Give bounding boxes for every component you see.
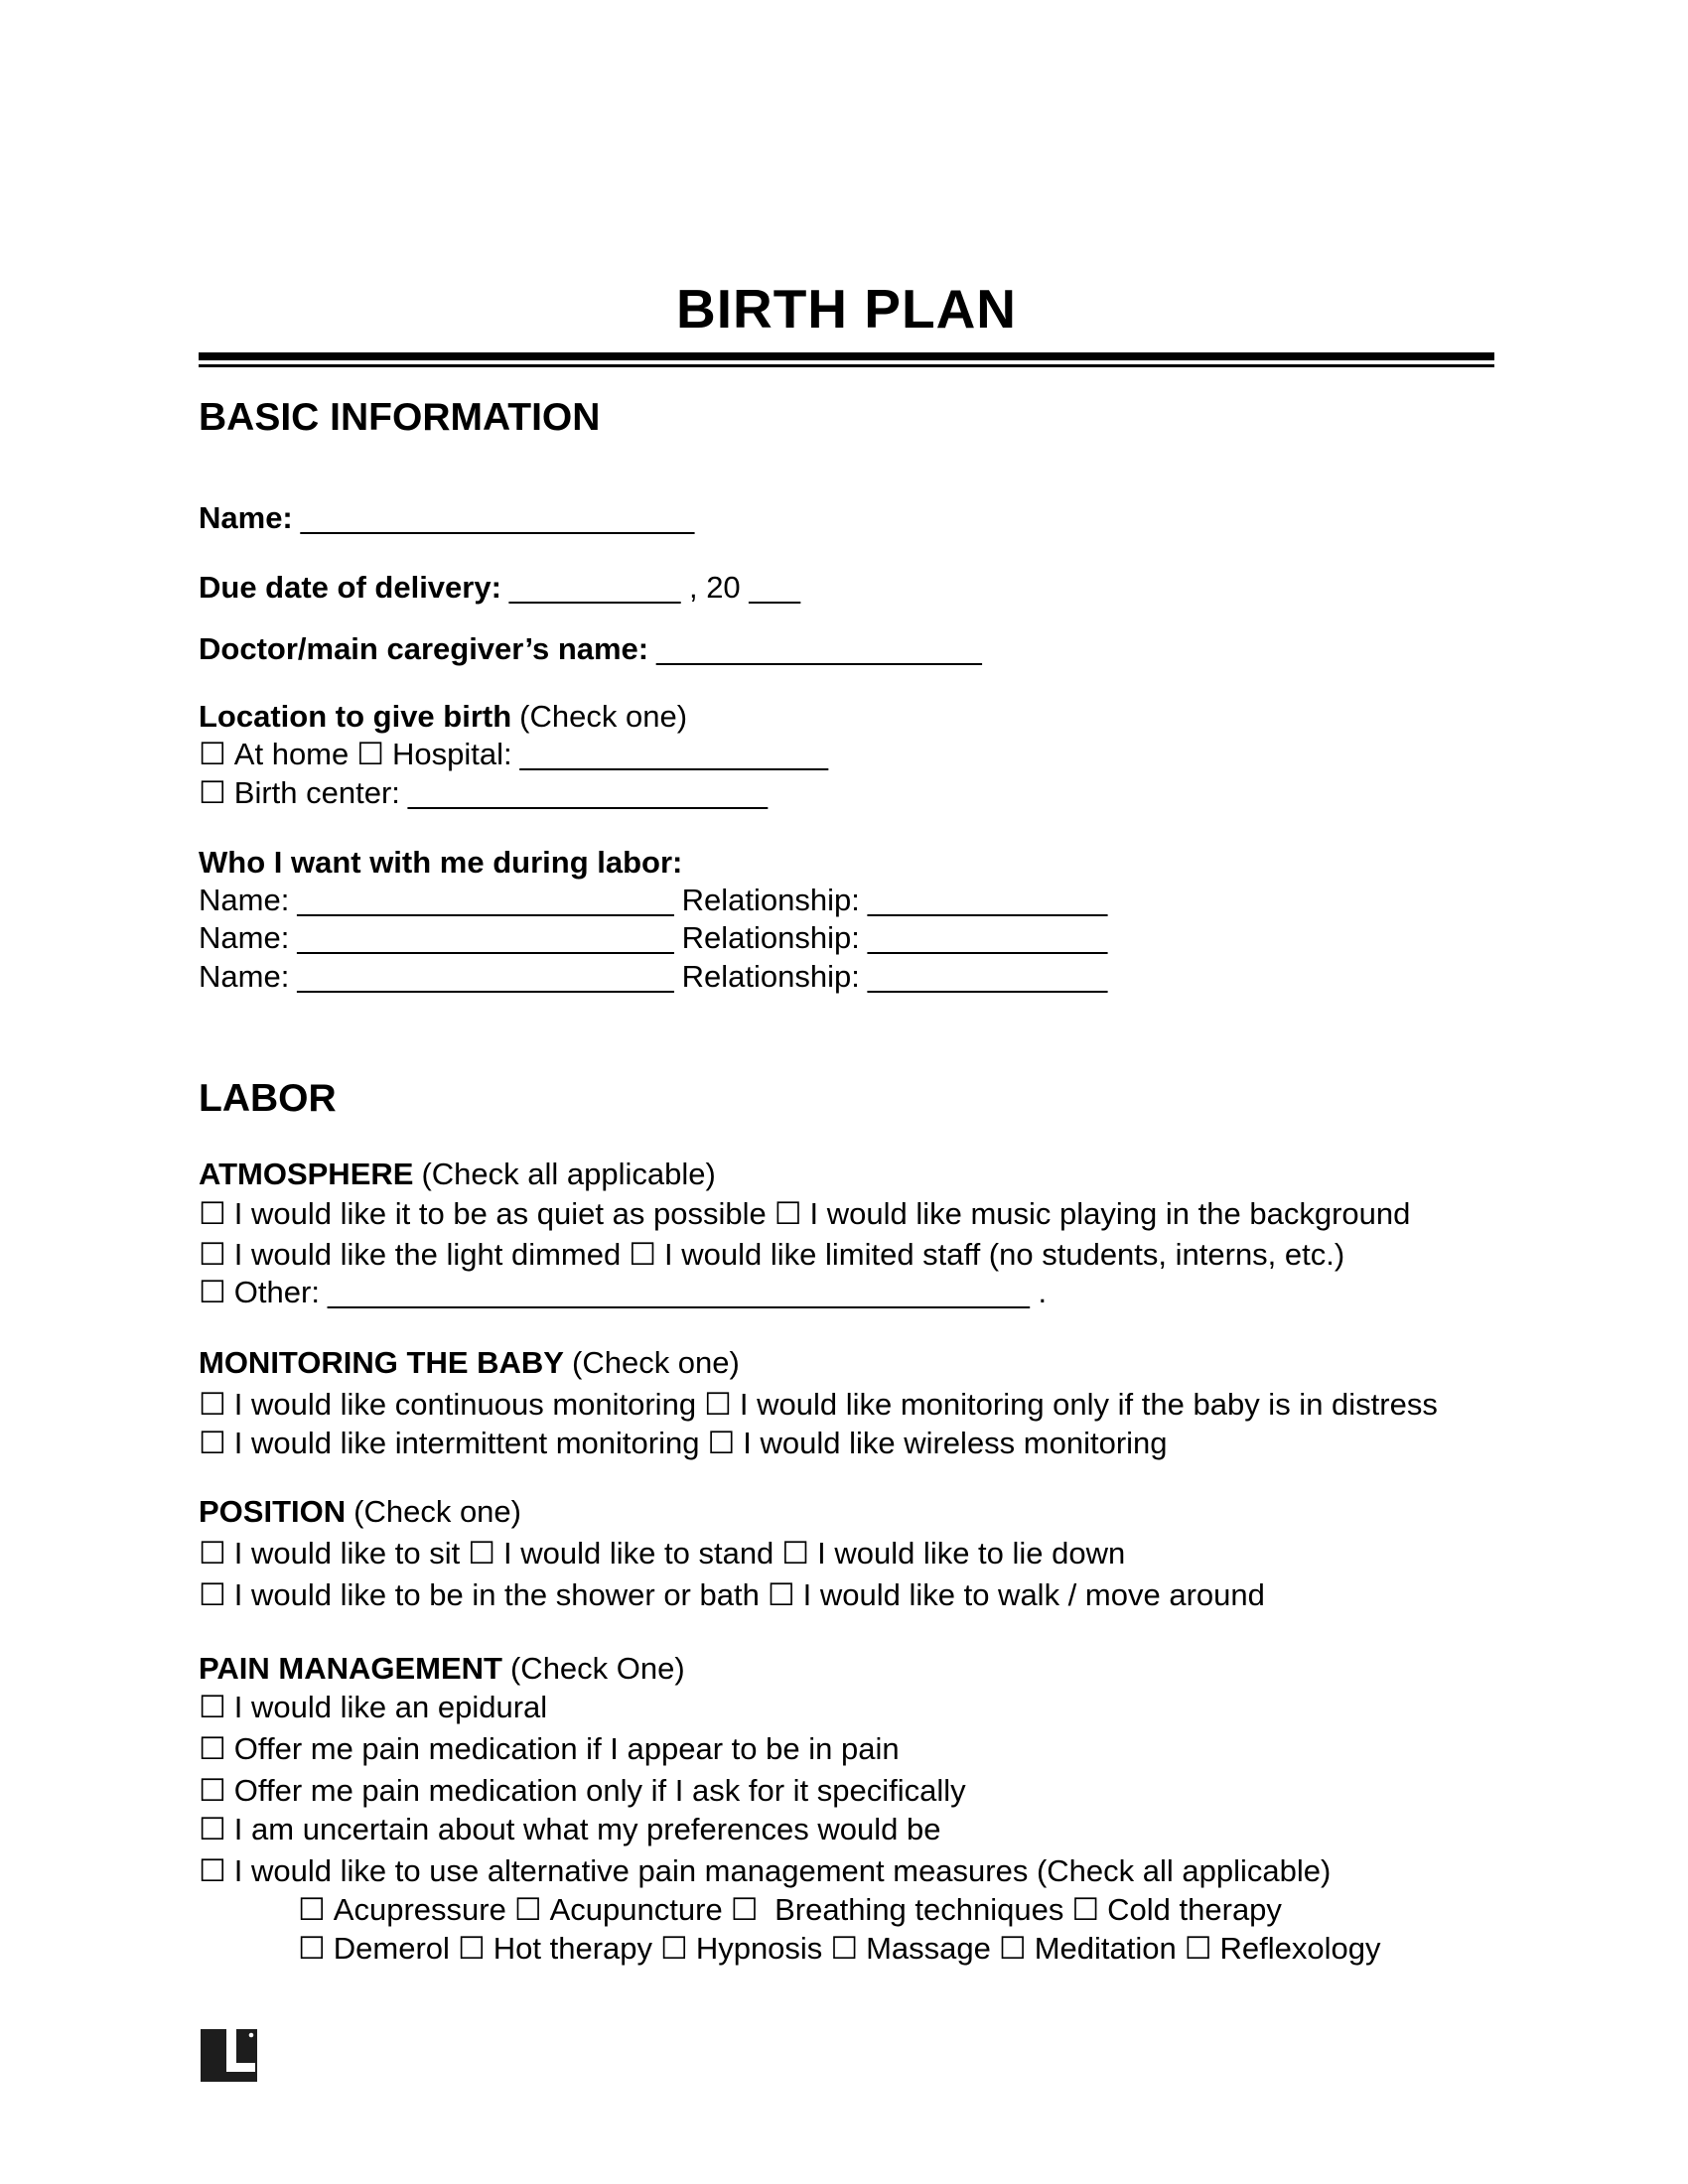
checkbox-icon[interactable]: ☐ xyxy=(830,1931,859,1967)
checkbox-icon[interactable]: ☐ xyxy=(468,1536,496,1571)
companion-relationship-label: Relationship: xyxy=(681,959,860,994)
pain-option-row xyxy=(199,1689,547,1726)
checkbox-icon[interactable]: ☐ xyxy=(199,1853,226,1889)
checkbox-icon[interactable]: ☐ xyxy=(199,1577,226,1613)
checkbox-icon[interactable]: ☐ xyxy=(660,1931,688,1967)
logo-l-icon xyxy=(201,2029,257,2082)
option-label: I am uncertain about what my preferences would be xyxy=(233,1812,941,1846)
monitoring-options-row xyxy=(199,1386,1438,1424)
option-label: I would like to lie down xyxy=(817,1536,1126,1570)
option-label: Acupuncture xyxy=(549,1892,723,1927)
option-label: I would like to use alternative pain management measures (Check all applicable) xyxy=(233,1853,1332,1888)
atmosphere-options-row xyxy=(199,1195,1410,1233)
option-label: I would like monitoring only if the baby is in distress xyxy=(739,1387,1438,1422)
option-label: I would like the light dimmed xyxy=(233,1237,622,1272)
pain-option-row xyxy=(199,1852,1331,1890)
birth-center-blank[interactable]: _____________________ xyxy=(407,775,768,810)
checkbox-icon[interactable]: ☐ xyxy=(199,1690,226,1725)
checkbox-icon[interactable]: ☐ xyxy=(199,1773,226,1809)
other-period: . xyxy=(1038,1275,1048,1309)
option-label: Hypnosis xyxy=(695,1931,823,1966)
option-label: I would like limited staff (no students, interns, etc.) xyxy=(664,1237,1345,1272)
divider-thick-line xyxy=(199,352,1494,360)
checkbox-icon[interactable]: ☐ xyxy=(1071,1892,1100,1928)
companion-relationship-blank[interactable]: ______________ xyxy=(867,883,1108,917)
checkbox-icon[interactable]: ☐ xyxy=(1184,1931,1212,1967)
monitoring-heading: MONITORING THE BABY xyxy=(199,1345,564,1380)
option-label: Meditation xyxy=(1034,1931,1177,1966)
checkbox-icon[interactable]: ☐ xyxy=(298,1931,326,1967)
location-note: (Check one) xyxy=(519,699,688,734)
atmosphere-other-row xyxy=(199,1274,1047,1311)
due-date-year-prefix: , 20 xyxy=(688,570,741,605)
name-label: Name: xyxy=(199,500,293,535)
companion-name-label: Name: xyxy=(199,920,290,955)
section-heading-labor: LABOR xyxy=(199,1077,337,1120)
pain-option-row xyxy=(199,1730,900,1768)
companion-name-label: Name: xyxy=(199,959,290,994)
checkbox-icon[interactable]: ☐ xyxy=(704,1387,732,1423)
other-label: Other: xyxy=(233,1275,320,1309)
companions-heading-row xyxy=(199,844,682,882)
option-label: Hot therapy xyxy=(492,1931,653,1966)
companions-heading: Who I want with me during labor: xyxy=(199,845,683,880)
option-label: I would like intermittent monitoring xyxy=(233,1426,700,1460)
option-label: Offer me pain medication if I appear to be in pain xyxy=(233,1731,900,1766)
option-label: I would like to walk / move around xyxy=(802,1577,1265,1612)
location-label: Location to give birth xyxy=(199,699,512,734)
atmosphere-options-row xyxy=(199,1236,1344,1274)
divider-thin-line xyxy=(199,364,1494,367)
companion-name-label: Name: xyxy=(199,883,290,917)
position-options-row xyxy=(199,1535,1125,1572)
option-label: Reflexology xyxy=(1219,1931,1381,1966)
option-label: I would like to stand xyxy=(503,1536,774,1570)
companion-name-blank[interactable]: ______________________ xyxy=(297,920,674,955)
checkbox-icon[interactable]: ☐ xyxy=(199,737,226,772)
option-label: Cold therapy xyxy=(1107,1892,1282,1927)
section-heading-basic-information: BASIC INFORMATION xyxy=(199,396,601,439)
companion-name-blank[interactable]: ______________________ xyxy=(297,883,674,917)
hospital-blank[interactable]: __________________ xyxy=(519,737,828,771)
checkbox-icon[interactable]: ☐ xyxy=(199,1196,226,1232)
pain-alternative-row xyxy=(298,1930,1381,1968)
checkbox-icon[interactable]: ☐ xyxy=(707,1426,736,1461)
monitoring-heading-row xyxy=(199,1344,740,1382)
pain-heading: PAIN MANAGEMENT xyxy=(199,1651,502,1686)
position-heading: POSITION xyxy=(199,1494,347,1529)
pain-heading-row xyxy=(199,1650,685,1688)
atmosphere-note: (Check all applicable) xyxy=(421,1157,716,1191)
birth-center-option-label: Birth center: xyxy=(233,775,400,810)
companion-row xyxy=(199,882,1107,919)
title-divider xyxy=(199,352,1494,367)
atmosphere-heading: ATMOSPHERE xyxy=(199,1157,414,1191)
legal-templates-logo xyxy=(201,2029,257,2082)
doctor-label: Doctor/main caregiver’s name: xyxy=(199,631,649,666)
checkbox-icon[interactable]: ☐ xyxy=(199,775,226,811)
due-date-year-blank[interactable]: ___ xyxy=(749,570,801,605)
position-note: (Check one) xyxy=(353,1494,521,1529)
option-label: I would like wireless monitoring xyxy=(743,1426,1168,1460)
checkbox-icon[interactable]: ☐ xyxy=(781,1536,810,1571)
pain-option-row xyxy=(199,1811,940,1848)
checkbox-icon[interactable]: ☐ xyxy=(199,1536,226,1571)
location-heading-row xyxy=(199,698,687,736)
companion-relationship-label: Relationship: xyxy=(681,920,860,955)
option-label: Demerol xyxy=(333,1931,450,1966)
option-label: I would like an epidural xyxy=(233,1690,548,1724)
companion-row xyxy=(199,919,1107,957)
option-label: Acupressure xyxy=(333,1892,506,1927)
position-heading-row xyxy=(199,1493,521,1531)
position-options-row xyxy=(199,1576,1265,1614)
location-options-row xyxy=(199,736,828,773)
due-date-blank[interactable]: __________ xyxy=(508,570,681,605)
option-label: I would like it to be as quiet as possible xyxy=(233,1196,767,1231)
option-label: Massage xyxy=(866,1931,991,1966)
checkbox-icon[interactable]: ☐ xyxy=(199,1275,226,1310)
doctor-field-row xyxy=(199,630,982,668)
checkbox-icon[interactable]: ☐ xyxy=(774,1196,802,1232)
companion-relationship-label: Relationship: xyxy=(681,883,860,917)
option-label: Breathing techniques xyxy=(766,1892,1064,1927)
pain-alternative-row xyxy=(298,1891,1282,1929)
due-date-label: Due date of delivery: xyxy=(199,570,501,605)
option-label: I would like to sit xyxy=(233,1536,461,1570)
checkbox-icon[interactable]: ☐ xyxy=(356,737,385,772)
monitoring-note: (Check one) xyxy=(572,1345,740,1380)
doctor-blank[interactable]: ___________________ xyxy=(656,631,982,666)
checkbox-icon[interactable]: ☐ xyxy=(513,1892,542,1928)
companion-name-blank[interactable]: ______________________ xyxy=(297,959,674,994)
birth-center-row xyxy=(199,774,768,812)
companion-relationship-blank[interactable]: ______________ xyxy=(867,920,1108,955)
option-label: I would like to be in the shower or bath xyxy=(233,1577,760,1612)
due-date-field-row xyxy=(199,569,800,607)
at-home-option-label: At home xyxy=(233,737,350,771)
checkbox-icon[interactable]: ☐ xyxy=(998,1931,1027,1967)
checkbox-icon[interactable]: ☐ xyxy=(199,1237,226,1273)
companion-row xyxy=(199,958,1107,996)
page-title: BIRTH PLAN xyxy=(675,278,1018,340)
option-label: I would like continuous monitoring xyxy=(233,1387,697,1422)
checkbox-icon[interactable]: ☐ xyxy=(629,1237,657,1273)
hospital-option-label: Hospital: xyxy=(392,737,512,771)
monitoring-options-row xyxy=(199,1425,1168,1462)
option-label: I would like music playing in the background xyxy=(809,1196,1411,1231)
checkbox-icon[interactable]: ☐ xyxy=(199,1812,226,1847)
checkbox-icon[interactable]: ☐ xyxy=(199,1731,226,1767)
companion-relationship-blank[interactable]: ______________ xyxy=(867,959,1108,994)
name-blank[interactable]: _______________________ xyxy=(300,500,695,535)
checkbox-icon[interactable]: ☐ xyxy=(767,1577,795,1613)
checkbox-icon[interactable]: ☐ xyxy=(199,1387,226,1423)
option-label: Offer me pain medication only if I ask for it specifically xyxy=(233,1773,966,1808)
pain-note: (Check One) xyxy=(509,1651,685,1686)
other-blank[interactable]: _________________________________________ xyxy=(327,1275,1030,1309)
checkbox-icon[interactable]: ☐ xyxy=(457,1931,486,1967)
name-field-row xyxy=(199,499,694,537)
pain-option-row xyxy=(199,1772,966,1810)
atmosphere-heading-row xyxy=(199,1156,716,1193)
checkbox-icon[interactable]: ☐ xyxy=(730,1892,759,1928)
checkbox-icon[interactable]: ☐ xyxy=(199,1426,226,1461)
checkbox-icon[interactable]: ☐ xyxy=(298,1892,326,1928)
